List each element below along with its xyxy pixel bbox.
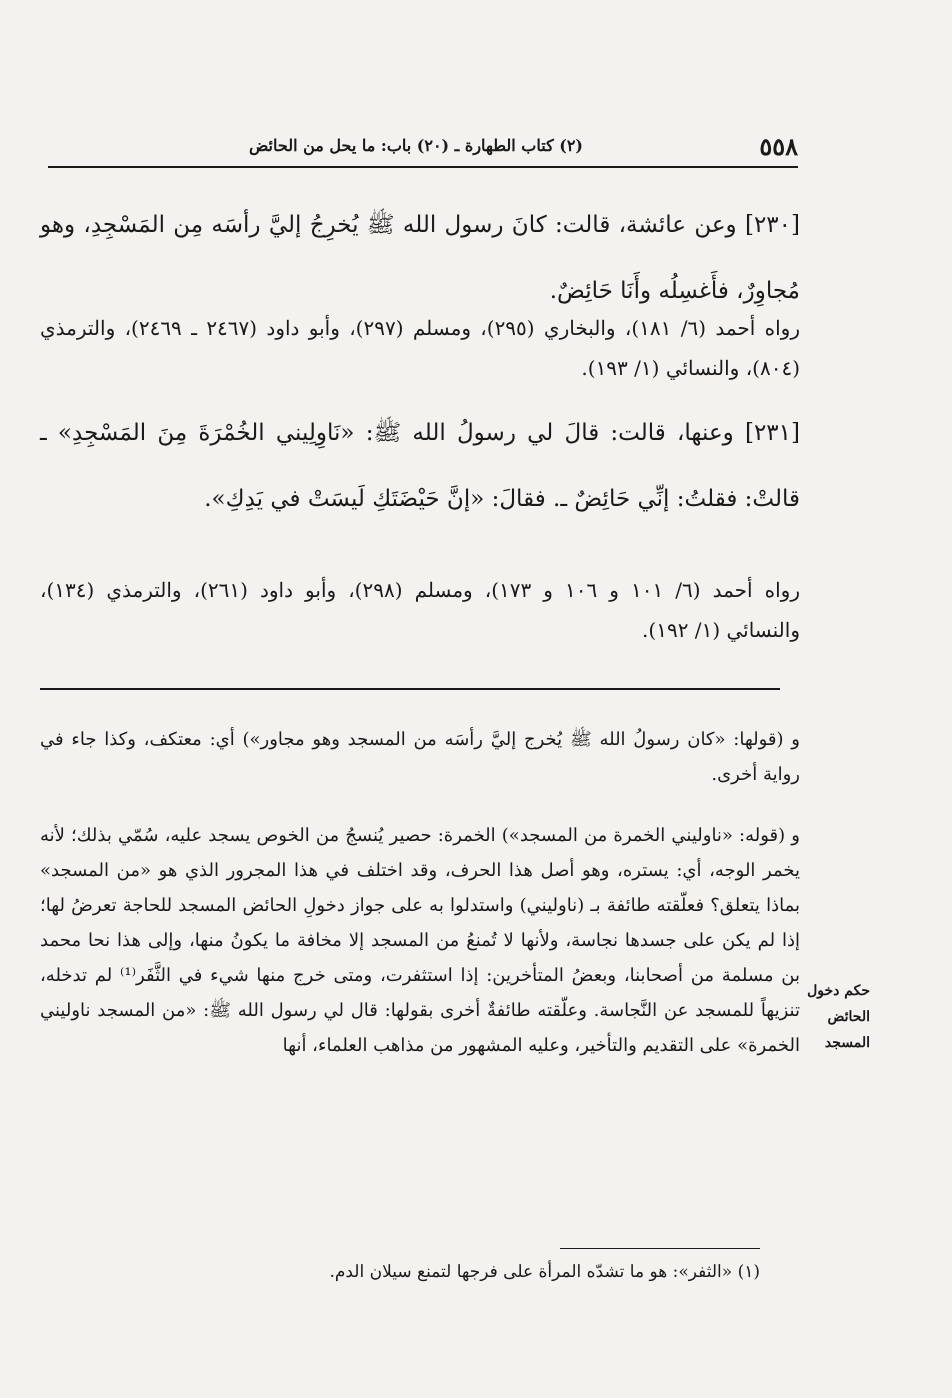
hadith-231: [٢٣١] وعنها، قالت: قالَ لي رسولُ الله ﷺ: «نَاوِلِيني الخُمْرَةَ مِنَ المَسْجِدِ» ـ قالتْ: فقلتُ: إنِّي حَائِضٌ ـ. فقالَ: «إنَّ حَيْضَتَكِ لَيسَتْ في يَدِكِ». xyxy=(40,420,800,512)
footnote-divider xyxy=(560,1248,760,1249)
page-number: ٥٥٨ xyxy=(759,132,798,161)
hadith-230: [٢٣٠] وعن عائشة، قالت: كانَ رسول الله ﷺ يُخرِجُ إليَّ رأسَه مِن المَسْجِدِ، وهو مُجاوِرٌ، فأَغسِلُه وأَنَا حَائِضٌ. xyxy=(40,212,800,304)
footnote: (١) «الثفر»: هو ما تشدّه المرأة على فرجها لتمنع سيلان الدم. xyxy=(329,1262,760,1282)
margin-heading: حكم دخول الحائض المسجد xyxy=(807,983,870,1051)
page-header xyxy=(48,132,798,168)
commentary-paragraph-2: و (قوله: «ناوليني الخمرة من المسجد») الخمرة: حصير يُنسجُ من الخوص يسجد عليه، سُمّي بذلك؛ لأنه يخمر الوجه، أي: يستره، وهو أصل هذا الحرف، وقد اختلف في هذا المجرور الذي هو «من المسجد» بماذا يتعلق؟ فعلّقته طائفة بـ (ناوليني) واستدلوا به على جواز دخولِ الحائض المسجد للحاجة تعرضُ لها؛ إذا لم يكن على جسدها نجاسة، ولأنها لا تُمنعُ من المسجد إلا مخافة ما يكونُ منها، وإلى هذا نحا محمد بن مسلمة من أصحابنا، وبعضُ المتأخرين: إذا استثفرت، ومتى خرج منها شيء في الثَّفَر⁽¹⁾ لم تدخله، تنزيهاً للمسجد عن النَّجاسة. وعلّقته طائفةٌ أخرى بقولها: قال لي رسول الله ﷺ: «من المسجد ناوليني الخمرة» على التقديم والتأخير، وعليه المشهور من مذاهب العلماء، أنها xyxy=(40,825,800,1056)
running-title: (٢) كتاب الطهارة ـ (٢٠) باب: ما يحل من الحائض xyxy=(248,136,583,155)
hadith-231-sources: رواه أحمد (٦/ ١٠١ و ١٠٦ و ١٧٣)، ومسلم (٢٩٨)، وأبو داود (٢٦١)، والترمذي (١٣٤)، والنسائي (١/ ١٩٢). xyxy=(40,578,800,642)
commentary-paragraph-1: و (قولها: «كان رسولُ الله ﷺ يُخرج إليَّ رأسَه من المسجد وهو مجاور») أي: معتكف، وكذا جاء في رواية أخرى. xyxy=(40,729,800,785)
section-divider xyxy=(40,688,780,690)
hadith-230-sources: رواه أحمد (٦/ ١٨١)، والبخاري (٢٩٥)، ومسلم (٢٩٧)، وأبو داود (٢٤٦٧ ـ ٢٤٦٩)، والترمذي (٨٠٤)، والنسائي (١/ ١٩٣). xyxy=(40,316,801,380)
